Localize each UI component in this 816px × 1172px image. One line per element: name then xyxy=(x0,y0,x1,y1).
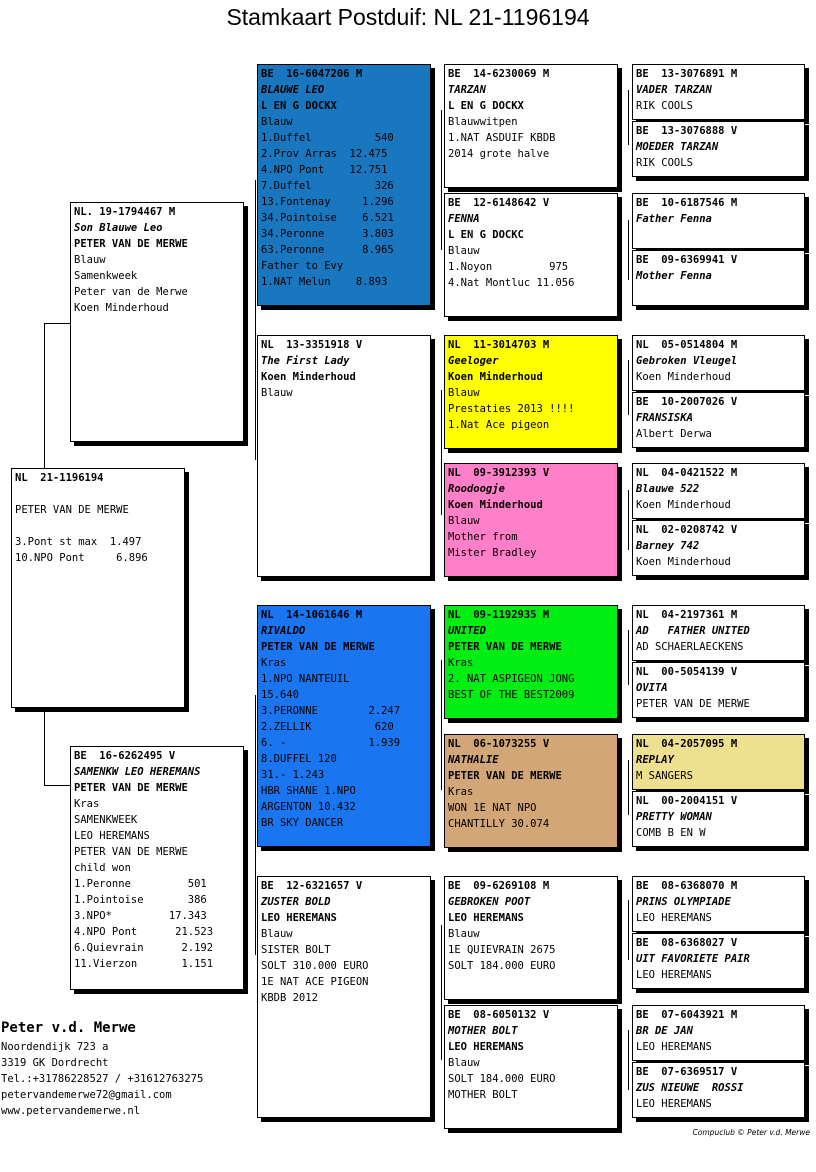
pigeon-name: Mother Fenna xyxy=(636,270,712,282)
great-grandparent-card[interactable] xyxy=(444,1005,618,1129)
pedigree-line: Blauw xyxy=(448,928,480,940)
great-great-grandparent-card[interactable] xyxy=(632,933,805,989)
ring-number: BE 08-6368070 M xyxy=(636,880,738,892)
pedigree-line: Blauw xyxy=(448,245,480,257)
pedigree-line: SOLT 310.000 EURO xyxy=(261,960,369,972)
great-great-grandparent-card[interactable] xyxy=(632,392,805,448)
great-great-grandparent-card[interactable] xyxy=(632,121,805,177)
great-grandparent-card[interactable] xyxy=(444,734,618,848)
ring-number: NL 11-3014703 M xyxy=(448,339,550,351)
grandparent-card[interactable] xyxy=(257,64,431,306)
ring-number: BE 13-3076891 M xyxy=(636,68,738,80)
ring-number: BE 08-6368027 V xyxy=(636,937,738,949)
ring-number: NL 04-0421522 M xyxy=(636,467,738,479)
pedigree-line: 8.DUFFEL 120 xyxy=(261,753,337,765)
ring-number: BE 07-6369517 V xyxy=(636,1066,738,1078)
pigeon-name: Gebroken Vleugel xyxy=(636,355,738,367)
pigeon-name: GEBROKEN POOT xyxy=(448,896,531,908)
pedigree-line: COMB B EN W xyxy=(636,827,706,839)
ring-number: NL 13-3351918 V xyxy=(261,339,363,351)
pedigree-line: KBDB 2012 xyxy=(261,992,318,1004)
great-grandparent-card[interactable] xyxy=(444,193,618,317)
pedigree-line: PETER VAN DE MERWE xyxy=(261,641,375,653)
breeder-address: Noordendijk 723 a xyxy=(1,1041,109,1053)
ring-number: NL 09-1192935 M xyxy=(448,609,550,621)
pedigree-line: 31.- 1.243 xyxy=(261,769,325,781)
pedigree-line: 1E QUIEVRAIN 2675 xyxy=(448,944,556,956)
ring-number: BE 08-6050132 V xyxy=(448,1009,550,1021)
pedigree-line: PETER VAN DE MERWE xyxy=(448,770,562,782)
pedigree-line: Prestaties 2013 !!!! xyxy=(448,403,575,415)
pedigree-line: LEO HEREMANS xyxy=(636,912,712,924)
grandparent-card[interactable] xyxy=(257,876,431,1118)
pedigree-line: LEO HEREMANS xyxy=(448,912,524,924)
pedigree-line: 1.NAT Melun 8.893 xyxy=(261,276,388,288)
pigeon-name: RIVALDO xyxy=(261,625,306,637)
pedigree-line: RIK COOLS xyxy=(636,157,693,169)
pedigree-line: Koen Minderhoud xyxy=(261,371,356,383)
pedigree-line: PETER VAN DE MERWE xyxy=(448,641,562,653)
ring-number: NL 02-0208742 V xyxy=(636,524,738,536)
pigeon-name: Barney 742 xyxy=(636,540,700,552)
ring-number: NL. 19-1794467 M xyxy=(74,206,176,218)
breeder-city: 3319 GK Dordrecht xyxy=(1,1057,109,1069)
pedigree-line xyxy=(15,486,181,502)
pedigree-line: Koen Minderhoud xyxy=(636,499,731,511)
ring-number: NL 04-2057095 M xyxy=(636,738,738,750)
mother-card[interactable] xyxy=(70,746,244,990)
ring-number: NL 21-1196194 xyxy=(15,472,104,484)
pigeon-name: Roodoogje xyxy=(448,483,505,495)
ring-number: BE 10-6187546 M xyxy=(636,197,738,209)
pedigree-line: 1.Peronne 501 xyxy=(74,878,207,890)
pedigree-line: 3.NPO* 17.343 xyxy=(74,910,207,922)
pedigree-line: Kras xyxy=(448,657,474,669)
pigeon-name: Son Blauwe Leo xyxy=(74,222,163,234)
pedigree-line: Peter van de Merwe xyxy=(74,286,188,298)
great-great-grandparent-card[interactable] xyxy=(632,662,805,718)
great-grandparent-card[interactable] xyxy=(444,335,618,449)
pigeon-name: NATHALIE xyxy=(448,754,499,766)
ring-number: BE 16-6047206 M xyxy=(261,68,363,80)
pigeon-name: PRETTY WOMAN xyxy=(636,811,712,823)
great-great-grandparent-card[interactable] xyxy=(632,335,805,391)
ring-number: BE 12-6321657 V xyxy=(261,880,363,892)
ring-number: NL 14-1061646 M xyxy=(261,609,363,621)
pedigree-line xyxy=(636,284,801,300)
ring-number: BE 09-6369941 V xyxy=(636,254,738,266)
pedigree-line: LEO HEREMANS xyxy=(636,1098,712,1110)
pigeon-name: ZUSTER BOLD xyxy=(261,896,331,908)
great-grandparent-card[interactable] xyxy=(444,605,618,719)
pigeon-name: ZUS NIEUWE ROSSI xyxy=(636,1082,744,1094)
pedigree-line: 4.NPO Pont 21.523 xyxy=(74,926,214,938)
ring-number: NL 06-1073255 V xyxy=(448,738,550,750)
pedigree-line: Blauw xyxy=(74,254,106,266)
pigeon-name: REPLAY xyxy=(636,754,674,766)
great-great-grandparent-card[interactable] xyxy=(632,734,805,790)
pedigree-line: Kras xyxy=(448,786,474,798)
pedigree-line: SOLT 184.000 EURO xyxy=(448,1073,556,1085)
pedigree-line: 3.Pont st max 1.497 xyxy=(15,536,142,548)
breeder-website[interactable]: www.petervandemerwe.nl xyxy=(1,1105,141,1117)
pedigree-line: WON 1E NAT NPO xyxy=(448,802,537,814)
pedigree-line: child won xyxy=(74,862,131,874)
pedigree-line: Blauw xyxy=(448,1057,480,1069)
pedigree-line: 1.Nat Ace pigeon xyxy=(448,419,550,431)
pedigree-line: Koen Minderhoud xyxy=(448,371,543,383)
ring-number: NL 00-2004151 V xyxy=(636,795,738,807)
pedigree-line: 2. NAT ASPIGEON JONG xyxy=(448,673,575,685)
pigeon-name: BLAUWE LEO xyxy=(261,84,325,96)
pedigree-line: L EN G DOCKX xyxy=(261,100,337,112)
pedigree-line: Blauw xyxy=(261,116,293,128)
pedigree-line: MOTHER BOLT xyxy=(448,1089,518,1101)
pedigree-line: Blauw xyxy=(261,387,293,399)
pigeon-name: AD FATHER UNITED xyxy=(636,625,750,637)
pedigree-line: PETER VAN DE MERWE xyxy=(15,504,129,516)
ring-number: BE 07-6043921 M xyxy=(636,1009,738,1021)
great-great-grandparent-card[interactable] xyxy=(632,876,805,932)
pedigree-line: L EN G DOCKX xyxy=(448,100,524,112)
pedigree-line xyxy=(15,518,181,534)
pedigree-line: 4.Nat Montluc 11.056 xyxy=(448,277,575,289)
pedigree-line: LEO HEREMANS xyxy=(261,912,337,924)
pedigree-line: 1.NPO NANTEUIL xyxy=(261,673,350,685)
pedigree-line: ARGENTON 10.432 xyxy=(261,801,356,813)
great-grandparent-card[interactable] xyxy=(444,876,618,1000)
breeder-name: Peter v.d. Merwe xyxy=(1,1020,136,1036)
great-great-grandparent-card[interactable] xyxy=(632,1005,805,1061)
pedigree-line: L EN G DOCKC xyxy=(448,229,524,241)
great-great-grandparent-card[interactable] xyxy=(632,250,805,306)
pedigree-line: 4.NPO Pont 12.751 xyxy=(261,164,388,176)
great-grandparent-card[interactable] xyxy=(444,463,618,577)
pedigree-line: 7.Duffel 326 xyxy=(261,180,394,192)
pedigree-line: 1.NAT ASDUIF KBDB xyxy=(448,132,556,144)
pigeon-name: OVITA xyxy=(636,682,668,694)
pedigree-line: Blauw xyxy=(448,387,480,399)
pedigree-line: 1.Pointoise 386 xyxy=(74,894,207,906)
pedigree-line: Koen Minderhoud xyxy=(74,302,169,314)
pedigree-line: 2.Prov Arras 12.475 xyxy=(261,148,388,160)
grandparent-card[interactable] xyxy=(257,335,431,577)
great-great-grandparent-card[interactable] xyxy=(632,520,805,576)
pedigree-line: 10.NPO Pont 6.896 xyxy=(15,552,148,564)
pigeon-name: Blauwe 522 xyxy=(636,483,700,495)
pedigree-line: Albert Derwa xyxy=(636,428,712,440)
pedigree-line: Blauw xyxy=(448,515,480,527)
ring-number: BE 10-2007026 V xyxy=(636,396,738,408)
pigeon-name: MOEDER TARZAN xyxy=(636,141,719,153)
great-great-grandparent-card[interactable] xyxy=(632,605,805,661)
breeder-phone: Tel.:+31786228527 / +31612763275 xyxy=(1,1073,204,1085)
great-grandparent-card[interactable] xyxy=(444,64,618,188)
pedigree-line: 1.Duffel 540 xyxy=(261,132,394,144)
great-great-grandparent-card[interactable] xyxy=(632,193,805,249)
ring-number: NL 04-2197361 M xyxy=(636,609,738,621)
pedigree-line: 13.Fontenay 1.296 xyxy=(261,196,394,208)
ring-number: NL 00-5054139 V xyxy=(636,666,738,678)
page-title: Stamkaart Postduif: NL 21-1196194 xyxy=(226,4,590,30)
pedigree-line: LEO HEREMANS xyxy=(636,969,712,981)
pedigree-line xyxy=(636,227,801,243)
pedigree-line: 2014 grote halve xyxy=(448,148,550,160)
pedigree-line: LEO HEREMANS xyxy=(636,1041,712,1053)
pigeon-name: TARZAN xyxy=(448,84,486,96)
pedigree-line: Blauwwitpen xyxy=(448,116,518,128)
pigeon-name: VADER TARZAN xyxy=(636,84,712,96)
pedigree-line: Blauw xyxy=(261,928,293,940)
pedigree-line: BR SKY DANCER xyxy=(261,817,344,829)
pedigree-line: CHANTILLY 30.074 xyxy=(448,818,550,830)
pigeon-name: The First Lady xyxy=(261,355,350,367)
pigeon-name: FRANSISKA xyxy=(636,412,693,424)
pedigree-line: Koen Minderhoud xyxy=(636,556,731,568)
pigeon-name: SAMENKW LEO HEREMANS xyxy=(74,766,201,778)
pigeon-name: UNITED xyxy=(448,625,486,637)
pedigree-line: 1E NAT ACE PIGEON xyxy=(261,976,369,988)
ring-number: BE 12-6148642 V xyxy=(448,197,550,209)
ring-number: NL 09-3912393 V xyxy=(448,467,550,479)
pedigree-line: LEO HEREMANS xyxy=(74,830,150,842)
pedigree-line: Koen Minderhoud xyxy=(636,371,731,383)
pigeon-name: BR DE JAN xyxy=(636,1025,693,1037)
pedigree-line: 11.Vierzon 1.151 xyxy=(74,958,214,970)
great-great-grandparent-card[interactable] xyxy=(632,1062,805,1118)
pigeon-name: Father Fenna xyxy=(636,213,712,225)
breeder-email[interactable]: petervandemerwe72@gmail.com xyxy=(1,1089,172,1101)
pedigree-line: Kras xyxy=(261,657,287,669)
ring-number: BE 09-6269108 M xyxy=(448,880,550,892)
pedigree-line: 1.Noyon 975 xyxy=(448,261,569,273)
pedigree-line: HBR SHANE 1.NPO xyxy=(261,785,356,797)
pedigree-line: 34.Peronne 3.803 xyxy=(261,228,394,240)
pedigree-line: 2.ZELLIK 620 xyxy=(261,721,394,733)
pedigree-line: 63.Peronne 8.965 xyxy=(261,244,394,256)
pedigree-line: 34.Pointoise 6.521 xyxy=(261,212,394,224)
footer-credit: Compuclub © Peter v.d. Merwe xyxy=(692,1128,810,1137)
pedigree-line: 6. - 1.939 xyxy=(261,737,401,749)
pedigree-line: 3.PERONNE 2.247 xyxy=(261,705,401,717)
subject-card[interactable] xyxy=(11,468,185,708)
breeder-info xyxy=(1,1017,203,1119)
father-card[interactable] xyxy=(70,202,244,442)
pedigree-line: M SANGERS xyxy=(636,770,693,782)
pigeon-name: UIT FAVORIETE PAIR xyxy=(636,953,750,965)
ring-number: BE 16-6262495 V xyxy=(74,750,176,762)
pedigree-line: PETER VAN DE MERWE xyxy=(74,782,188,794)
pedigree-line: RIK COOLS xyxy=(636,100,693,112)
pedigree-line: PETER VAN DE MERWE xyxy=(74,238,188,250)
ring-number: NL 05-0514804 M xyxy=(636,339,738,351)
pigeon-name: FENNA xyxy=(448,213,480,225)
pedigree-line: Samenkweek xyxy=(74,270,138,282)
pigeon-name: PRINS OLYMPIADE xyxy=(636,896,731,908)
pigeon-name: MOTHER BOLT xyxy=(448,1025,518,1037)
pedigree-line: AD SCHAERLAECKENS xyxy=(636,641,744,653)
pigeon-name: Geeloger xyxy=(448,355,499,367)
pedigree-line: Father to Evy xyxy=(261,260,344,272)
pedigree-line: 15.640 xyxy=(261,689,299,701)
great-great-grandparent-card[interactable] xyxy=(632,463,805,519)
pedigree-line: SISTER BOLT xyxy=(261,944,331,956)
great-great-grandparent-card[interactable] xyxy=(632,791,805,847)
pedigree-line: Mother from xyxy=(448,531,518,543)
pedigree-line: SOLT 184.000 EURO xyxy=(448,960,556,972)
ring-number: BE 13-3076888 V xyxy=(636,125,738,137)
pedigree-line: BEST OF THE BEST2009 xyxy=(448,689,575,701)
grandparent-card[interactable] xyxy=(257,605,431,847)
pedigree-line: PETER VAN DE MERWE xyxy=(636,698,750,710)
pedigree-line: Kras xyxy=(74,798,100,810)
great-great-grandparent-card[interactable] xyxy=(632,64,805,120)
pedigree-line: PETER VAN DE MERWE xyxy=(74,846,188,858)
pedigree-line: LEO HEREMANS xyxy=(448,1041,524,1053)
ring-number: BE 14-6230069 M xyxy=(448,68,550,80)
pedigree-line: SAMENKWEEK xyxy=(74,814,138,826)
pedigree-line: Mister Bradley xyxy=(448,547,537,559)
pedigree-line: 6.Quievrain 2.192 xyxy=(74,942,214,954)
pedigree-line: Koen Minderhoud xyxy=(448,499,543,511)
